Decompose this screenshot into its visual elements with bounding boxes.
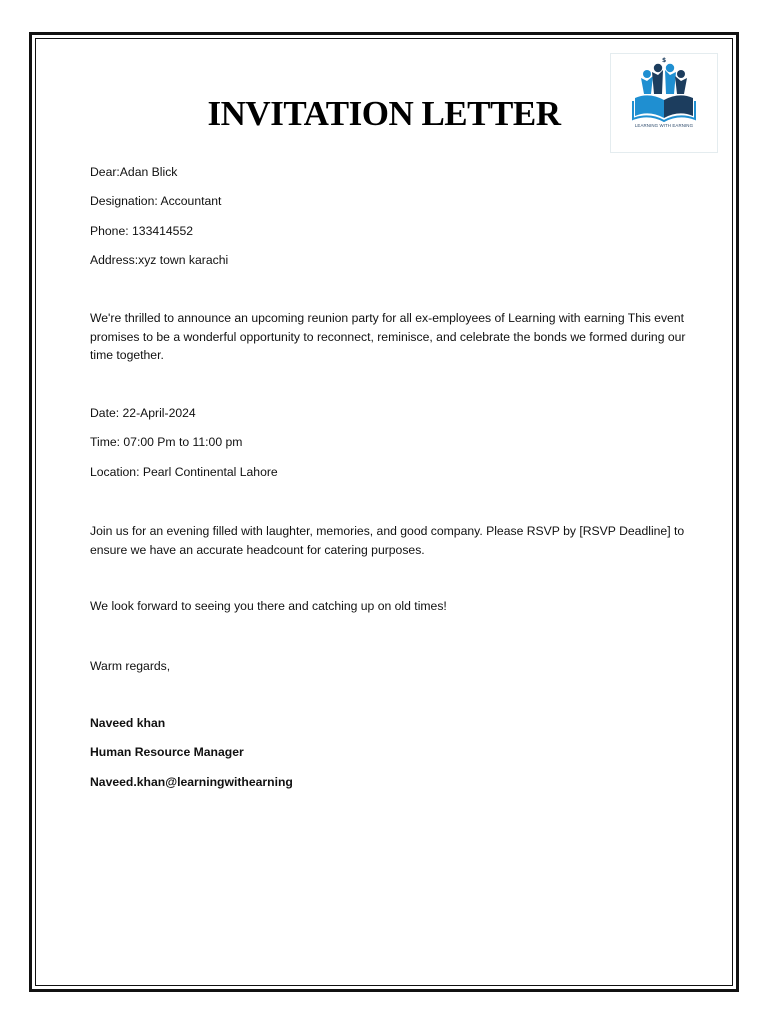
svg-text:$: $ — [662, 57, 667, 64]
page-border-inner — [35, 38, 733, 986]
event-date: Date: 22-April-2024 — [90, 406, 196, 420]
signature-name: Naveed khan — [90, 716, 166, 730]
people-reading-book-logo-icon — [611, 54, 717, 152]
document-title: INVITATION LETTER — [207, 94, 561, 133]
recipient-address: Address:xyz town karachi — [90, 253, 229, 267]
signature-email: Naveed.khan@learningwithearning — [90, 775, 293, 789]
rsvp-paragraph: Join us for an evening filled with laughter, memories, and good company. Please RSVP by [RSVP Deadline] to ensure we have an accurate headcount for catering purposes. — [90, 524, 685, 557]
signature-role: Human Resource Manager — [90, 745, 244, 759]
recipient-designation: Designation: Accountant — [90, 194, 222, 208]
closing-line: We look forward to seeing you there and catching up on old times! — [90, 599, 447, 613]
intro-paragraph: We're thrilled to announce an upcoming reunion party for all ex-employees of Learning with earning This event promises to be a wonderful opportunity to reconnect, reminisce, and celebrate the bonds we formed during our time together. — [90, 311, 686, 362]
company-logo — [610, 53, 718, 153]
event-location: Location: Pearl Continental Lahore — [90, 465, 278, 479]
event-time: Time: 07:00 Pm to 11:00 pm — [90, 435, 243, 449]
recipient-phone: Phone: 133414552 — [90, 224, 194, 238]
logo-caption: LEARNING WITH EARNING — [634, 123, 694, 128]
recipient-dear: Dear:Adan Blick — [90, 165, 178, 179]
sign-off: Warm regards, — [90, 659, 171, 673]
